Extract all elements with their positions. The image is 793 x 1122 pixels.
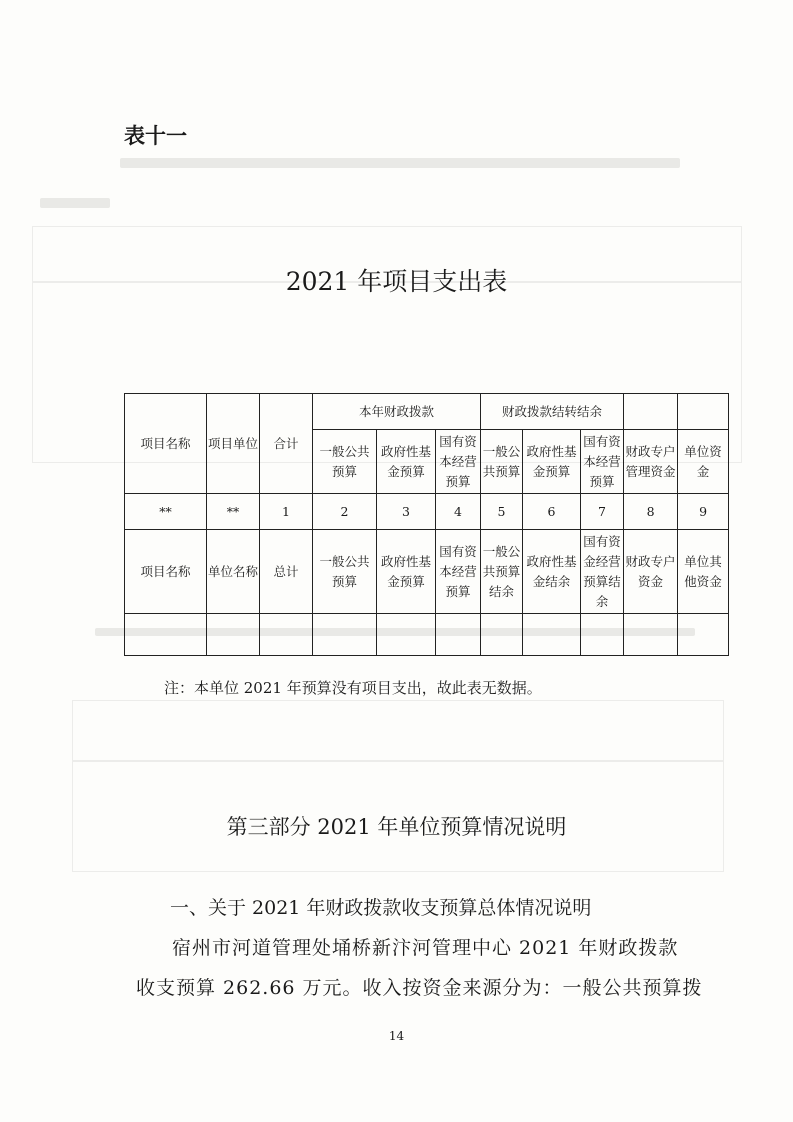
index-cell: 1 <box>260 494 313 530</box>
field-cell: 单位其他资金 <box>678 530 729 614</box>
index-cell: 8 <box>624 494 678 530</box>
field-cell: 一般公共预算结余 <box>481 530 523 614</box>
empty-cell <box>678 614 729 656</box>
field-cell: 政府性基金结余 <box>523 530 581 614</box>
index-cell: ** <box>207 494 260 530</box>
paragraph-line-2: 收支预算 262.66 万元。收入按资金来源分为：一般公共预算拨 <box>136 977 703 999</box>
index-cell: 6 <box>523 494 581 530</box>
empty-cell <box>481 614 523 656</box>
table-label: 表十一 <box>124 123 187 148</box>
header-blank-cell <box>624 394 678 430</box>
index-cell: ** <box>125 494 207 530</box>
subheader-cell: 一般公共预算 <box>481 430 523 494</box>
index-cell: 2 <box>313 494 377 530</box>
header-group-carryover: 财政拨款结转结余 <box>481 394 624 430</box>
empty-cell <box>624 614 678 656</box>
index-cell: 7 <box>581 494 624 530</box>
header-blank-cell <box>678 394 729 430</box>
header-group-current-year: 本年财政拨款 <box>313 394 481 430</box>
empty-data-row <box>125 614 729 656</box>
page-number: 14 <box>388 1029 405 1043</box>
paragraph-line-1: 宿州市河道管理处埇桥新汴河管理中心 2021 年财政拨款 <box>172 937 679 959</box>
empty-cell <box>377 614 436 656</box>
field-cell: 国有资金经营预算结余 <box>581 530 624 614</box>
subheader-cell: 一般公共预算 <box>313 430 377 494</box>
index-cell: 3 <box>377 494 436 530</box>
field-cell: 一般公共预算 <box>313 530 377 614</box>
index-cell: 9 <box>678 494 729 530</box>
index-row <box>125 494 729 530</box>
empty-cell <box>125 614 207 656</box>
project-expenditure-table <box>124 393 729 656</box>
field-cell: 单位名称 <box>207 530 260 614</box>
index-cell: 4 <box>436 494 481 530</box>
index-cell: 5 <box>481 494 523 530</box>
header-total: 合计 <box>260 394 313 494</box>
subheader-cell: 单位资金 <box>678 430 729 494</box>
subheader-cell: 政府性基金预算 <box>523 430 581 494</box>
section-title: 第三部分 2021 年单位预算情况说明 <box>226 815 567 839</box>
empty-cell <box>207 614 260 656</box>
table-title: 2021 年项目支出表 <box>285 267 508 296</box>
empty-cell <box>260 614 313 656</box>
field-cell: 财政专户资金 <box>624 530 678 614</box>
field-cell: 项目名称 <box>125 530 207 614</box>
header-project-unit: 项目单位 <box>207 394 260 494</box>
subheader-cell: 财政专户管理资金 <box>624 430 678 494</box>
table-note: 注：本单位 2021 年预算没有项目支出，故此表无数据。 <box>164 679 542 697</box>
empty-cell <box>436 614 481 656</box>
subheader-cell: 国有资本经营预算 <box>436 430 481 494</box>
field-cell: 国有资本经营预算 <box>436 530 481 614</box>
field-row <box>125 530 729 614</box>
subsection-title: 一、关于 2021 年财政拨款收支预算总体情况说明 <box>170 897 592 919</box>
empty-cell <box>523 614 581 656</box>
header-project-name: 项目名称 <box>125 394 207 494</box>
empty-cell <box>581 614 624 656</box>
subheader-cell: 国有资本经营预算 <box>581 430 624 494</box>
field-cell: 总计 <box>260 530 313 614</box>
subheader-cell: 政府性基金预算 <box>377 430 436 494</box>
field-cell: 政府性基金预算 <box>377 530 436 614</box>
empty-cell <box>313 614 377 656</box>
